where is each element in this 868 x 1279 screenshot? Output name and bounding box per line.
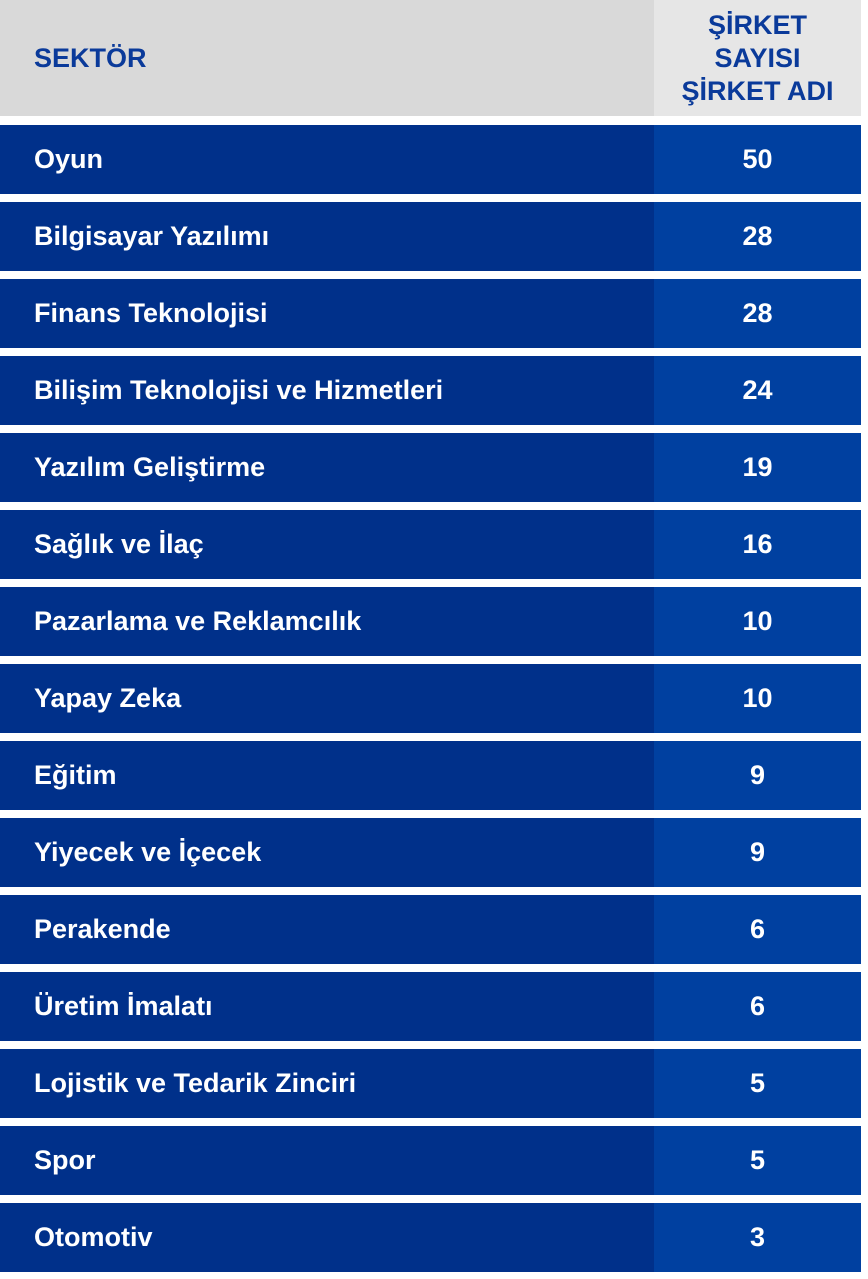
count-cell: 28 [654, 202, 861, 271]
table-row [0, 1203, 861, 1272]
sector-cell: Bilişim Teknolojisi ve Hizmetleri [0, 356, 654, 425]
count-cell: 50 [654, 125, 861, 194]
table-row [0, 433, 861, 502]
sector-cell: Otomotiv [0, 1203, 654, 1272]
sector-cell: Yazılım Geliştirme [0, 433, 654, 502]
table-row [0, 356, 861, 425]
sector-cell: Yiyecek ve İçecek [0, 818, 654, 887]
header-company-count: ŞİRKET SAYISI ŞİRKET ADI [654, 0, 861, 116]
table-row [0, 1126, 861, 1195]
sector-cell: Eğitim [0, 741, 654, 810]
table-header [0, 0, 861, 116]
count-cell: 9 [654, 741, 861, 810]
count-cell: 28 [654, 279, 861, 348]
header-sector: SEKTÖR [0, 0, 654, 116]
table-row [0, 587, 861, 656]
table-row [0, 818, 861, 887]
table-row [0, 1049, 861, 1118]
table-row [0, 895, 861, 964]
count-cell: 24 [654, 356, 861, 425]
sector-cell: Lojistik ve Tedarik Zinciri [0, 1049, 654, 1118]
count-cell: 10 [654, 664, 861, 733]
table-row [0, 510, 861, 579]
sector-cell: Üretim İmalatı [0, 972, 654, 1041]
table-row [0, 202, 861, 271]
table-row [0, 125, 861, 194]
sector-cell: Finans Teknolojisi [0, 279, 654, 348]
count-cell: 5 [654, 1126, 861, 1195]
sector-cell: Sağlık ve İlaç [0, 510, 654, 579]
count-cell: 5 [654, 1049, 861, 1118]
count-cell: 16 [654, 510, 861, 579]
count-cell: 3 [654, 1203, 861, 1272]
sector-cell: Bilgisayar Yazılımı [0, 202, 654, 271]
table-row [0, 741, 861, 810]
table-row [0, 279, 861, 348]
sector-cell: Pazarlama ve Reklamcılık [0, 587, 654, 656]
sector-cell: Oyun [0, 125, 654, 194]
count-cell: 10 [654, 587, 861, 656]
sector-cell: Perakende [0, 895, 654, 964]
sector-cell: Spor [0, 1126, 654, 1195]
count-cell: 6 [654, 972, 861, 1041]
count-cell: 19 [654, 433, 861, 502]
count-cell: 9 [654, 818, 861, 887]
table-row [0, 972, 861, 1041]
table-row [0, 664, 861, 733]
sector-cell: Yapay Zeka [0, 664, 654, 733]
count-cell: 6 [654, 895, 861, 964]
